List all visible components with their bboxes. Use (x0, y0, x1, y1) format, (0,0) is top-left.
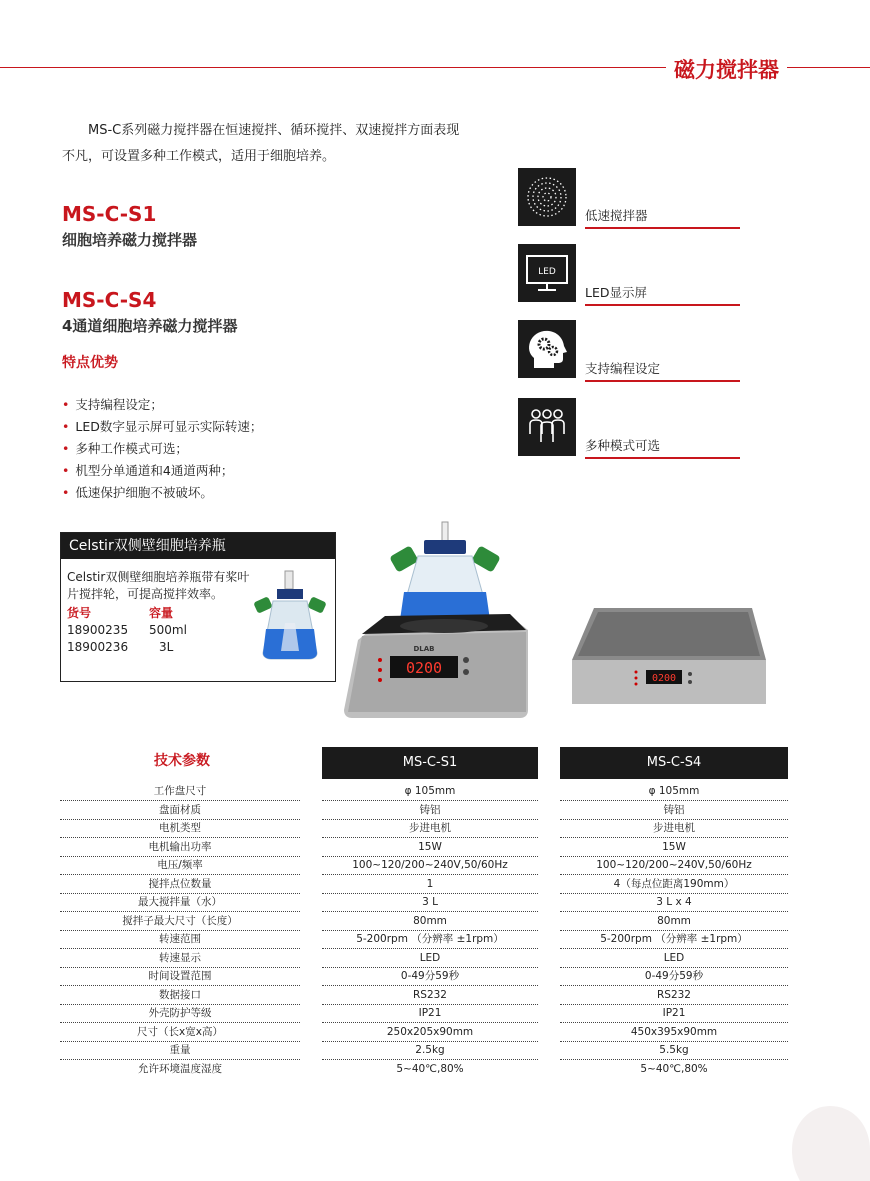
spec-param: 电机类型 (60, 819, 300, 838)
feature-item: • LED数字显示屏可显示实际转速； (62, 416, 262, 438)
specs-title: 技术参数 (154, 753, 210, 769)
spec-value-s1: 80mm (322, 912, 538, 931)
celstir-box (60, 532, 336, 682)
spec-value-s4: φ 105mm (560, 782, 788, 801)
spec-value-s4: 步进电机 (560, 819, 788, 838)
spec-value-s4: 5~40℃,80% (640, 1062, 708, 1075)
table-row (60, 875, 790, 894)
spec-value-s4: 100~120/200~240V,50/60Hz (560, 856, 788, 875)
spec-param: 工作盘尺寸 (60, 782, 300, 801)
spec-value-s4: RS232 (560, 986, 788, 1005)
table-row (60, 1004, 790, 1023)
spec-param: 搅拌子最大尺寸（长度） (60, 912, 300, 931)
spec-value-s4: 0-49分59秒 (560, 967, 788, 986)
spec-value-s1: RS232 (322, 986, 538, 1005)
spec-param: 时间设置范围 (60, 967, 300, 986)
spec-param: 转速显示 (60, 949, 300, 968)
table-row (67, 622, 187, 639)
table-row (60, 967, 790, 986)
spec-param: 最大搅拌量（水） (60, 893, 300, 912)
spec-param: 数据接口 (60, 986, 300, 1005)
feature-label-programming: 支持编程设定 (585, 359, 740, 382)
spec-param: 转速范围 (60, 930, 300, 949)
spec-param: 重量 (60, 1041, 300, 1060)
spec-value-s1: 3 L (322, 893, 538, 912)
spec-param: 外壳防护等级 (60, 1004, 300, 1023)
table-row (60, 801, 790, 820)
table-row (60, 1023, 790, 1042)
spec-value-s1: 100~120/200~240V,50/60Hz (322, 856, 538, 875)
spec-param: 尺寸（长x宽x高） (60, 1023, 300, 1042)
model-code-s1: MS-C-S1 (62, 202, 157, 226)
features-title: 特点优势 (62, 355, 118, 371)
celstir-capacity: 500ml (149, 623, 187, 637)
spec-value-s4: 4（每点位距离190mm） (560, 875, 788, 894)
intro-paragraph: MS-C系列磁力搅拌器在恒速搅拌、循环搅拌、双速搅拌方面表现不凡，可设置多种工作模式，适用于细胞培养。 (62, 123, 460, 164)
s1-display-digits: 0200 (405, 659, 443, 677)
spec-param: 电机输出功率 (60, 838, 300, 857)
spec-value-s1: φ 105mm (322, 782, 538, 801)
celstir-item-no: 18900235 (67, 623, 129, 637)
celstir-description: Celstir双侧壁细胞培养瓶带有桨叶片搅拌轮，可提高搅拌效率。 (67, 570, 250, 601)
spec-value-s1: 15W (322, 838, 538, 857)
spec-param: 电压/频率 (60, 856, 300, 875)
table-row (60, 856, 790, 875)
spec-value-s4: 80mm (560, 912, 788, 931)
spec-value-s4: IP21 (560, 1004, 788, 1023)
table-row (60, 912, 790, 931)
table-row (67, 639, 187, 656)
spec-value-s1: 5-200rpm （分辨率 ±1rpm） (322, 930, 538, 949)
led-display-icon (518, 244, 576, 302)
celstir-header-item-no: 货号 (67, 606, 92, 620)
spec-value-s1: 1 (322, 875, 538, 894)
table-row (60, 986, 790, 1005)
feature-label-led: LED显示屏 (585, 283, 740, 306)
section-title: 磁力搅拌器 (666, 54, 787, 84)
features-list (62, 394, 262, 504)
spec-param: 搅拌点位数量 (60, 875, 300, 894)
spec-value-s4: 15W (560, 838, 788, 857)
spec-value-s1: LED (322, 949, 538, 968)
celstir-title: Celstir双侧壁细胞培养瓶 (61, 533, 335, 559)
model-code-s4: MS-C-S4 (62, 288, 157, 312)
table-row (60, 1060, 790, 1079)
s4-display-digits: 0200 (651, 673, 677, 684)
celstir-item-no: 18900236 (67, 640, 129, 654)
spec-value-s1: IP21 (322, 1004, 538, 1023)
celstir-table (67, 605, 187, 656)
spec-value-s1: 5~40℃,80% (396, 1062, 464, 1075)
model-name-s1: 细胞培养磁力搅拌器 (62, 231, 198, 249)
ms-c-s1-product-image (340, 520, 530, 730)
spec-value-s1: 250x205x90mm (322, 1023, 538, 1042)
spec-column-header-s4: MS-C-S4 (560, 747, 788, 779)
led-screen-text: LED (538, 267, 556, 277)
celstir-flask-image (251, 569, 331, 661)
model-name-s4: 4通道细胞培养磁力搅拌器 (62, 317, 238, 335)
decorative-corner-shape (790, 1100, 870, 1181)
feature-label-multi-mode: 多种模式可选 (585, 436, 740, 459)
table-row (60, 930, 790, 949)
spec-value-s1: 2.5kg (322, 1041, 538, 1060)
table-row (60, 782, 790, 801)
table-row (60, 1041, 790, 1060)
celstir-header-capacity: 容量 (149, 606, 174, 620)
ms-c-s4-product-image (566, 604, 770, 708)
spec-value-s4: 铸铝 (560, 801, 788, 820)
s1-brand-logo: DLAB (413, 645, 435, 653)
spec-param: 盘面材质 (60, 801, 300, 820)
table-row (60, 838, 790, 857)
spec-value-s4: 5-200rpm （分辨率 ±1rpm） (560, 930, 788, 949)
programming-icon (518, 320, 576, 378)
low-speed-icon (518, 168, 576, 226)
spec-param: 允许环境温度湿度 (138, 1062, 222, 1075)
table-row (60, 949, 790, 968)
feature-item: • 支持编程设定； (62, 394, 262, 416)
spec-value-s1: 0-49分59秒 (322, 967, 538, 986)
spec-value-s1: 铸铝 (322, 801, 538, 820)
spec-value-s4: 5.5kg (560, 1041, 788, 1060)
multi-mode-icon (518, 398, 576, 456)
feature-item: • 低速保护细胞不被破坏。 (62, 482, 262, 504)
spec-value-s4: LED (560, 949, 788, 968)
spec-value-s4: 3 L x 4 (560, 893, 788, 912)
feature-item: • 多种工作模式可选； (62, 438, 262, 460)
feature-label-low-speed: 低速搅拌器 (585, 206, 740, 229)
feature-item: • 机型分单通道和4通道两种； (62, 460, 262, 482)
celstir-capacity: 3L (159, 640, 174, 654)
table-row (60, 893, 790, 912)
spec-value-s4: 450x395x90mm (560, 1023, 788, 1042)
spec-column-header-s1: MS-C-S1 (322, 747, 538, 779)
spec-value-s1: 步进电机 (322, 819, 538, 838)
table-row (60, 819, 790, 838)
